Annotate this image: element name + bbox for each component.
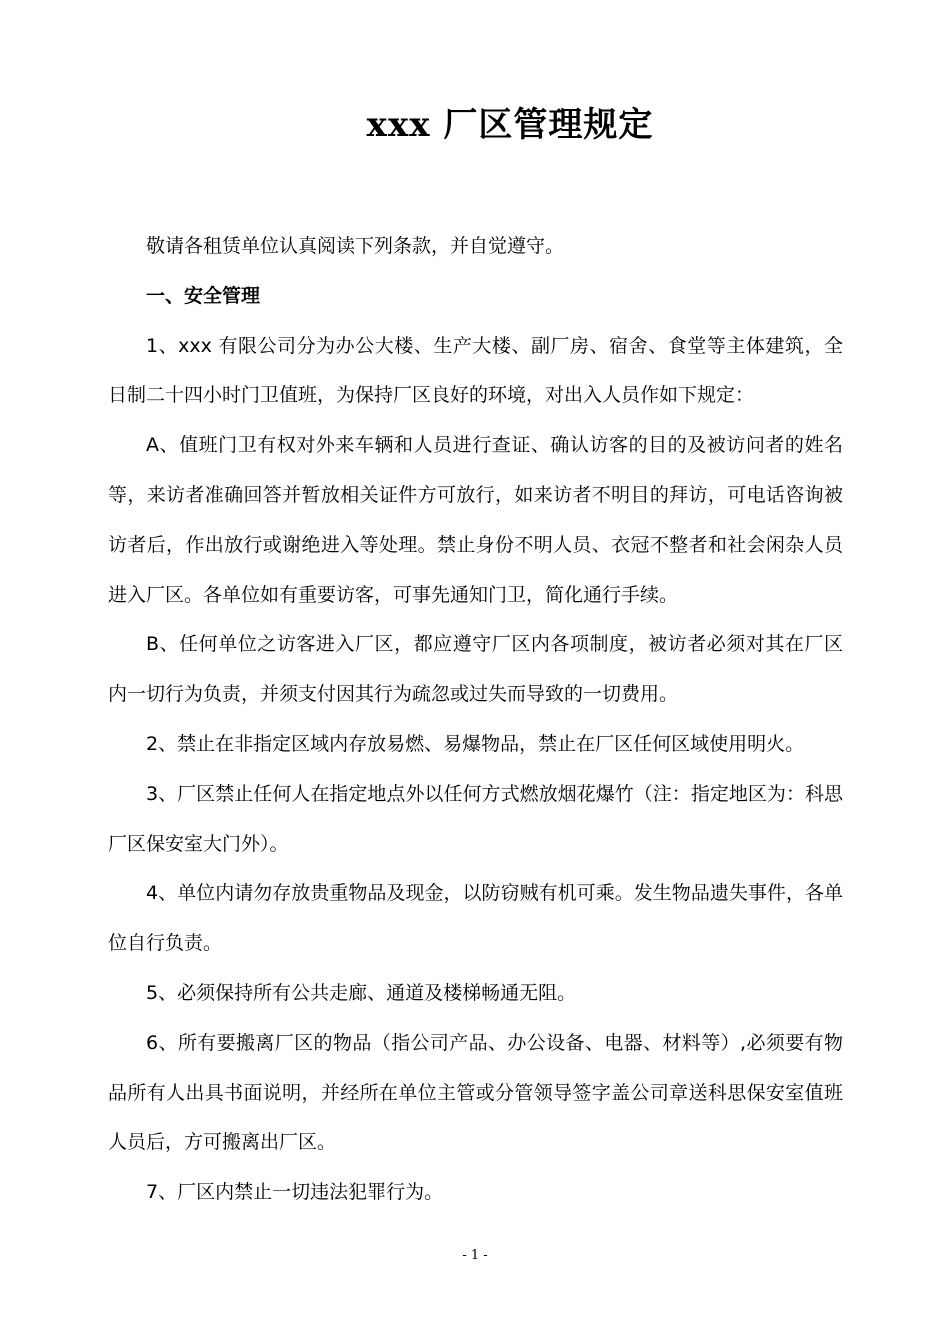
paragraph-a: A、值班门卫有权对外来车辆和人员进行查证、确认访客的目的及被访问者的姓名等，来访者准确回答并暂放相关证件方可放行，如来访者不明目的拜访，可电话咨询被访者后，作出放行或谢绝进入等处理。禁止身份不明人员、衣冠不整者和社会闲杂人员进入厂区。各单位如有重要访客，可事先通知门卫，简化通行手续。 (108, 434, 843, 606)
paragraph-7: 7、厂区内禁止一切违法犯罪行为。 (146, 1181, 444, 1204)
paragraph-4: 4、单位内请勿存放贵重物品及现金，以防窃贼有机可乘。发生物品遗失事件，各单位自行负责。 (108, 882, 843, 955)
paragraph-b: B、任何单位之访客进入厂区，都应遵守厂区内各项制度，被访者必须对其在厂区内一切行为负责，并须支付因其行为疏忽或过失而导致的一切费用。 (108, 633, 843, 706)
paragraph-3: 3、厂区禁止任何人在指定地点外以任何方式燃放烟花爆竹（注：指定地区为：科思厂区保安室大门外）。 (108, 782, 843, 855)
paragraph-5: 5、必须保持所有公共走廊、通道及楼梯畅通无阻。 (146, 981, 577, 1004)
paragraph-1: 1、xxx 有限公司分为办公大楼、生产大楼、副厂房、宿舍、食堂等主体建筑，全日制二十四小时门卫值班，为保持厂区良好的环境，对出入人员作如下规定： (108, 334, 843, 407)
intro-paragraph: 敬请各租赁单位认真阅读下列条款，并自觉遵守。 (146, 235, 565, 257)
document-title: xxx 厂区管理规定 (366, 105, 654, 145)
document-body (108, 222, 843, 1218)
paragraph-6: 6、所有要搬离厂区的物品（指公司产品、办公设备、电器、材料等）,必须要有物品所有人出具书面说明，并经所在单位主管或分管领导签字盖公司章送科思保安室值班人员后，方可搬离出厂区。 (108, 1031, 843, 1154)
section-heading: 一、安全管理 (146, 284, 261, 307)
page-number: - 1 - (462, 1248, 488, 1263)
paragraph-2: 2、禁止在非指定区域内存放易燃、易爆物品，禁止在厂区任何区域使用明火。 (146, 732, 805, 755)
